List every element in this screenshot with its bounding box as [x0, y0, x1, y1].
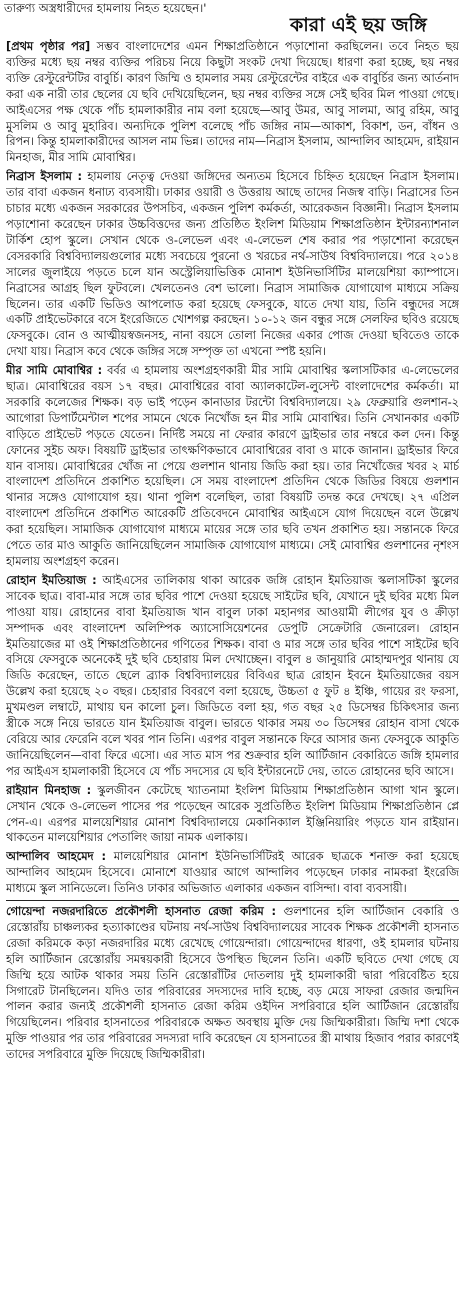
paragraph-raiyan — [6, 783, 459, 847]
paragraph-text: হামলায় নেতৃত্ব দেওয়া জঙ্গিদের অন্যতম হিসেবে চিহ্নিত হয়েছেন নিব্রাস ইসলাম। তার বাবা একজন ধনাঢ্য ব্যবসায়ী। ঢাকার ওয়ারী ও উত্তরায় আছে তাদের নিজস্ব বাড়ি। নিব্রাসের তিন চাচার মধ্যে একজন সরকারের উপসচিব, একজন পুলিশ কর্মকর্তা, আরেকজন বিজ্ঞানী। নিব্রাস ইসলাম পড়াশোনা করেছেন ঢাকার উচ্চবিত্তদের জন্য প্রতিষ্ঠিত ইংলিশ মিডিয়াম শিক্ষাপ্রতিষ্ঠান ইন্টারন্যাশনাল টার্কিশ হোপ স্কুলে। সেখান থেকে ও-লেভেল এবং এ-লেভেল শেষ করার পর পড়াশোনা করেছেন বেসরকারি বিশ্ববিদ্যালয়গুলোর মধ্যে সবচেয়ে পুরনো ও খরচের নর্থ-সাউথ বিশ্ববিদ্যালয়ে। পরে ২০১৪ সালের জুলাইয়ে পড়তে চলে যান অস্ট্রেলিয়াভিত্তিক মোনাশ ইউনিভার্সিটির মালয়েশিয়া ক্যাম্পাসে। নিব্রাসের আগ্রহ ছিল ফুটবলে। খেলতেনও বেশ ভালো। নিব্রাস সামাজিক যোগাযোগ মাধ্যমে সক্রিয় ছিলেন। তার একটি ভিডিও আপলোড করা হয়েছে ফেসবুকে, যাতে দেখা যায়, তিনি বন্ধুদের সঙ্গে একটি প্রাইভেটকারে বসে ইংরেজিতে খোশগল্প করছেন। ১০-১২ জন বন্ধুর সঙ্গে সেলফির ছবিও রয়েছে ফেসবুকে। বোন ও আত্মীয়স্বজনসহ, নানা বয়সে তোলা নিজের একার পোজ দেওয়া ছবিতেও তাকে দেখা যায়। নিব্রাস কবে থেকে জঙ্গির সঙ্গে সম্পৃক্ত তা এখনো স্পষ্ট হয়নি। — [6, 170, 459, 359]
paragraph-mobashwir — [6, 363, 459, 570]
paragraph-intro — [6, 39, 459, 166]
paragraph-text: স্কুলজীবন কেটেছে খ্যাতনামা ইংলিশ মিডিয়াম শিক্ষাপ্রতিষ্ঠান আগা খান স্কুলে। সেখান থেকে ও-লেভেল পাসের পর পড়েছেন আরেক সুপ্রতিষ্ঠিত ইংলিশ মিডিয়াম শিক্ষাপ্রতিষ্ঠান প্লে পেন-এ। এরপর মালয়েশিয়ার মোনাশ বিশ্ববিদ্যালয়ে মেকানিক্যাল ইঞ্জিনিয়ারিং পড়তে যান রাইয়ান। থাকতেন মালয়েশিয়ার পেতালিং জায়া নামক এলাকায়। — [6, 783, 459, 845]
previous-article-fragment: তারুণ্য অস্ত্রধারীদের হামলায় নিহত হয়েছেন।' — [4, 1, 207, 15]
subhead-rohan: রোহান ইমতিয়াজ : — [6, 573, 97, 587]
article-title: কারা এই ছয় জঙ্গি — [290, 14, 427, 36]
subhead-hasnat: গোয়েন্দা নজরদারিতে প্রকৌশলী হাসনাত রেজা করিম : — [6, 905, 276, 919]
subhead-andalib: আন্দালিব আহমেদ : — [6, 850, 107, 864]
paragraph-text: সম্ভব বাংলাদেশের এমন শিক্ষাপ্রতিষ্ঠানে পড়াশোনা করছিলেন। তবে নিহত ছয় ব্যক্তির মধ্যে ছয় নম্বর ব্যক্তির পরিচয় নিয়ে কিছুটা সংকট দেখা দিয়েছে। ধারণা করা হচ্ছে, ছয় নম্বর ব্যক্তি রেস্টুরেন্টটির বাবুর্চি। কারণ জিম্মি ও হামলার সময় রেস্টুরেন্টের বাইরে এক বাবুর্চির জন্য আর্তনাদ করা এক নারী তার ছেলের যে ছবি দেখিয়েছিলেন, ছয় নম্বর ব্যক্তির সঙ্গে সেই ছবির মিল পাওয়া গেছে। আইএসের পক্ষ থেকে পাঁচ হামলাকারীর নাম বলা হয়েছে—আবু উমর, আবু সালমা, আবু রহিম, আবু মুসলিম ও আবু মুহারিব। অন্যদিকে পুলিশ বলেছে পাঁচ জঙ্গির নাম—আকাশ, বিকাশ, ডন, বাঁধন ও রিপন। কিন্তু হামলাকারীদের আসল নাম ভিন্ন। তাদের নাম—নিব্রাস ইসলাম, আন্দালিব আহমেদ, রাইয়ান মিনহাজ, মীর সামি মোবাশ্বির। — [6, 40, 459, 165]
paragraph-text: আইএসের তালিকায় থাকা আরেক জঙ্গি রোহান ইমতিয়াজ স্কলাসটিকা স্কুলের সাবেক ছাত্র। বাবা-মার সঙ্গে তার ছবির পাশে দেওয়া হয়েছে সাইটের ছবি, যেখানে দুই ছবির মধ্যে মিল পাওয়া যায়। রোহানের বাবা ইমতিয়াজ খান বাবুল ঢাকা মহানগর আওয়ামী লীগের যুব ও ক্রীড়া সম্পাদক এবং বাংলাদেশ অলিম্পিক অ্যাসোসিয়েশনের ডেপুটি সেক্রেটারি জেনারেল। রোহান ইমতিয়াজের মা ওই শিক্ষাপ্রতিষ্ঠানের গণিতের শিক্ষক। বাবা ও মার সঙ্গে তার ছবির পাশে সাইটের ছবি বসিয়ে ফেসবুকে অনেকেই দুই ছবি চেহারায় মিল দেখাচ্ছেন। বাবুল ৪ জানুয়ারি মোহাম্মদপুর থানায় যে জিডি করেছেন, তাতে ছেলে ব্র্যাক বিশ্ববিদ্যালয়ের বিবিএর ছাত্র রোহান ইবনে ইমতিয়াজের বয়স উল্লেখ করা হয়েছে ২০ বছর। চেহারার বিবরণে বলা হয়েছে, উচ্চতা ৫ ফুট ৪ ইঞ্চি, গায়ের রং ফরসা, মুখমণ্ডল লম্বাটে, মাথায় ঘন কালো চুল। জিডিতে বলা হয়, গত বছর ২৫ ডিসেম্বর চিকিৎসার জন্য স্ত্রীকে সঙ্গে নিয়ে ভারতে যান ইমতিয়াজ বাবুল। ভারতে থাকার সময় ৩০ ডিসেম্বর রোহান বাসা থেকে বেরিয়ে আর ফেরেনি বলে খবর পান তিনি। এরপর বাবুল সন্তানকে ফিরে আসার জন্য ফেসবুকে আকুতি জানিয়েছিলেন—বাবা ফিরে এসো। এর সাত মাস পর শুক্রবার হলি আর্টিজান বেকারিতে জঙ্গি হামলার পর আইএস হামলাকারী হিসেবে যে পাঁচ সদস্যের যে ছবি ইন্টারনেটে দেয়, তাতে রোহানের ছবি আসে। — [6, 573, 459, 778]
subhead-nibras: নিব্রাস ইসলাম : — [6, 170, 82, 184]
paragraph-nibras — [6, 169, 459, 360]
paragraph-hasnat — [6, 904, 459, 1063]
subhead-mobashwir: মীর সামি মোবাশ্বির : — [6, 364, 103, 378]
subhead-raiyan: রাইয়ান মিনহাজ : — [6, 783, 92, 797]
paragraph-text: মালয়েশিয়ার মোনাশ ইউনিভার্সিটিরই আরেক ছাত্রকে শনাক্ত করা হয়েছে আন্দালিব আহমেদ হিসেবে। মোনাশে যাওয়ার আগে আন্দালিব পড়েছেন ঢাকার নামকরা ইংরেজি মাধ্যমে স্কুল সানিডেলে। তিনিও ঢাকার অভিজাত এলাকার একজন বাসিন্দা। বাবা ব্যবসায়ী। — [6, 850, 459, 896]
paragraph-rohan — [6, 573, 459, 780]
section-divider — [6, 900, 459, 901]
paragraph-text: গুলশানের হলি আর্টিজান বেকারি ও রেস্তোরাঁয় চাঞ্চল্যকর হত্যাকাণ্ডের ঘটনায় নর্থ-সাউথ বিশ্ববিদ্যালয়ের সাবেক শিক্ষক প্রকৌশলী হাসনাত রেজা করিমকে কড়া নজরদারির মধ্যে রেখেছে গোয়েন্দারা। গোয়েন্দাদের ধারণা, ওই হামলার ঘটনায় হলি আর্টিজান রেস্তোরাঁয় সমন্বয়কারী হিসেবে উপস্থিত ছিলেন তিনি। একটি ছবিতে দেখা গেছে যে জিম্মি হয়ে আটক থাকার সময় তিনি রেস্তোরাঁটির দোতলায় দুই হামলাকারী দ্বারা পরিবেষ্টিত হয়ে সিগারেট টানছিলেন। যদিও তার পরিবারের সদস্যদের দাবি হচ্ছে, বড় মেয়ে সাফরা রেজার জন্মদিন পালন করার জন্যই প্রকৌশলী হাসনাত রেজা করিম ওইদিন সপরিবারে হলি আর্টিজান রেস্তোরাঁয় গিয়েছিলেন। পরিবার হাসনাতের পরিবারকে অক্ষত অবস্থায় মুক্তি দেয় জিম্মিকারীরা। জিম্মি দশা থেকে মুক্তি পাওয়ার পর তার পরিবারের সদস্যরা দাবি করেছেন যে হাসনাতের স্ত্রী মাথায় হিজাব পরার কারণেই তাদের সপরিবারে মুক্তি দিয়েছে জিম্মিকারীরা। — [6, 905, 459, 1062]
continued-tag: [প্রথম পৃষ্ঠার পর] — [6, 40, 91, 53]
paragraph-text: বর্বর এ হামলায় অংশগ্রহণকারী মীর সামি মোবাশ্বির স্কলাসটিকার এ-লেভেলের ছাত্র। মোবাশ্বিরের বয়স ১৭ বছর। মোবাশ্বিরের বাবা অ্যালকাটেল-লুসেন্ট বাংলাদেশের কর্মকর্তা। মা সরকারি কলেজের শিক্ষক। বড় ভাই পড়েন কানাডার টরন্টো বিশ্ববিদ্যালয়ে। ২৯ ফেব্রুয়ারি গুলশান-২ আগোরা ডিপার্টমেন্টাল শপের সামনে থেকে নিখোঁজ হন মীর সামি মোবাশ্বির। তিনি সেখানকার একটি বাড়িতে প্রাইভেট পড়তে যেতেন। নির্দিষ্ট সময়ে না ফেরার কারণে ড্রাইভার তার নম্বরে কল দেন। কিন্তু ফোনের সুইচ অফ। বিষয়টি ড্রাইভার তাৎক্ষণিকভাবে মোবাশ্বিরের বাবা ও মাকে জানান। ড্রাইভার ফিরে যান বাসায়। মোবাশ্বিরের খোঁজ না পেয়ে গুলশান থানায় জিডি করা হয়। তার নিখোঁজের খবর ২ মার্চ বাংলাদেশ প্রতিদিনে প্রকাশিত হয়েছিল। সে সময় বাংলাদেশ প্রতিদিন থেকে জিডির বিষয়ে গুলশান থানার সঙ্গেও যোগাযোগ হয়। থানা পুলিশ বলেছিল, তারা বিষয়টি তদন্ত করে দেখছে। ২৭ এপ্রিল বাংলাদেশ প্রতিদিনে প্রকাশিত আরেকটি প্রতিবেদনে মোবাশ্বির আইএসে যোগ দিয়েছেন বলে উল্লেখ করা হয়েছিল। সামাজিক যোগাযোগ মাধ্যমে মায়ের সঙ্গে তার ছবি তখন প্রকাশিত হয়। সন্তানকে ফিরে পেতে তার মাও আকুতি জানিয়েছিলেন সামাজিক যোগাযোগ মাধ্যমে। সেই মোবাশ্বির গুলশানের নৃশংস হামলায় অংশগ্রহণ করেন। — [6, 364, 459, 568]
article-body — [6, 39, 459, 1289]
paragraph-andalib — [6, 849, 459, 897]
